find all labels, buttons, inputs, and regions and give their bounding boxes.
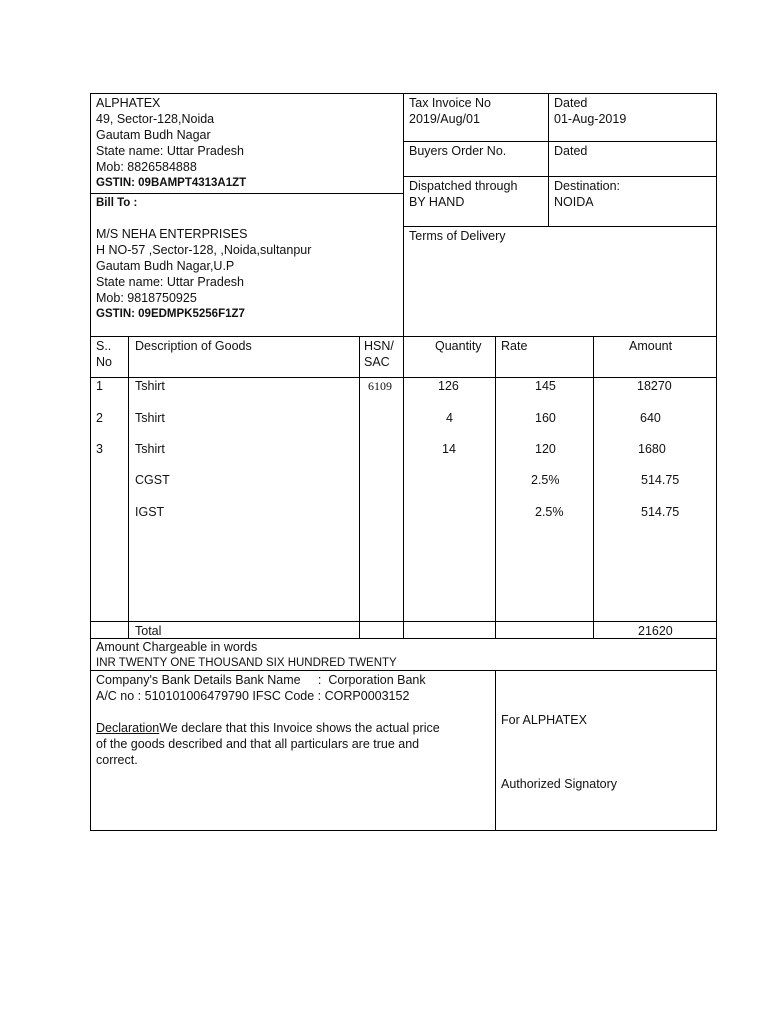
row-4-rate: 2.5% (531, 473, 560, 487)
header-description: Description of Goods (135, 339, 252, 353)
right-row-divider-2 (403, 176, 717, 177)
seller-mob: Mob: 8826584888 (96, 160, 197, 174)
header-quantity: Quantity (435, 339, 482, 353)
row-1-rate: 145 (535, 379, 556, 393)
row-1-hsn: 6109 (368, 379, 392, 393)
row-3-rate: 120 (535, 442, 556, 456)
seller-address-1: 49, Sector-128,Noida (96, 112, 215, 126)
row-2-amount: 640 (640, 411, 661, 425)
row-2-description: Tshirt (135, 411, 165, 425)
header-vertical-divider (403, 93, 404, 337)
header-amount: Amount (629, 339, 673, 353)
dated2-label: Dated (554, 144, 588, 158)
header-hsn-line-1: HSN/ (364, 339, 394, 353)
row-1-sno: 1 (96, 379, 103, 393)
total-label: Total (135, 624, 162, 638)
row-3-sno: 3 (96, 442, 103, 456)
invoice-border-bottom (90, 830, 717, 831)
declaration-label: Declaration (96, 721, 160, 735)
header-sno-line-2: No (96, 355, 112, 369)
buyers-order-label: Buyers Order No. (409, 144, 507, 158)
declaration-block (96, 720, 440, 768)
seller-state: State name: Uttar Pradesh (96, 144, 244, 158)
right-row-divider-3 (403, 226, 717, 227)
buyer-address-1: H NO-57 ,Sector-128, ,Noida,sultanpur (96, 243, 312, 257)
header-rate: Rate (501, 339, 528, 353)
row-4-amount: 514.75 (641, 473, 680, 487)
bank-details-line-1: Company's Bank Details Bank Name : Corporation Bank (96, 673, 426, 687)
row-2-quantity: 4 (446, 411, 453, 425)
declaration-text-1: We declare that this Invoice shows the actual price (159, 721, 440, 735)
buyer-name: M/S NEHA ENTERPRISES (96, 227, 248, 241)
destination-value: NOIDA (554, 195, 594, 209)
dated-value: 01-Aug-2019 (554, 112, 627, 126)
buyer-address-2: Gautam Budh Nagar,U.P (96, 259, 235, 273)
invoice-border-left (90, 93, 91, 831)
declaration-line-3: correct. (96, 753, 138, 767)
for-company: For ALPHATEX (501, 713, 587, 727)
buyer-gstin: GSTIN: 09EDMPK5256F1Z7 (96, 308, 245, 320)
row-1-amount: 18270 (637, 379, 672, 393)
right-row-divider-1 (403, 141, 717, 142)
row-2-rate: 160 (535, 411, 556, 425)
seller-gstin: GSTIN: 09BAMPT4313A1ZT (96, 177, 247, 189)
seller-address-2: Gautam Budh Nagar (96, 128, 211, 142)
seller-name: ALPHATEX (96, 96, 161, 110)
tax-invoice-no: 2019/Aug/01 (409, 112, 480, 126)
invoice-border-right (716, 93, 717, 831)
dispatched-value: BY HAND (409, 195, 465, 209)
buyer-state: State name: Uttar Pradesh (96, 275, 244, 289)
table-col-divider-2 (359, 336, 360, 639)
table-col-divider-3 (403, 336, 404, 639)
table-col-divider-5 (593, 336, 594, 639)
header-hsn-line-2: SAC (364, 355, 390, 369)
dated-label: Dated (554, 96, 588, 110)
dispatched-label: Dispatched through (409, 179, 518, 193)
row-5-description: IGST (135, 505, 165, 519)
row-3-description: Tshirt (135, 442, 165, 456)
destination-label: Destination: (554, 179, 621, 193)
declaration-line-2: of the goods described and that all particulars are true and (96, 737, 420, 751)
header-hsn (364, 338, 394, 370)
row-3-quantity: 14 (442, 442, 456, 456)
terms-of-delivery-label: Terms of Delivery (409, 229, 506, 243)
row-1-quantity: 126 (438, 379, 459, 393)
bank-details-line-2: A/C no : 510101006479790 IFSC Code : CORP0003152 (96, 689, 410, 703)
header-sno-line-1: S.. (96, 339, 112, 353)
amount-words-label: Amount Chargeable in words (96, 640, 258, 654)
table-col-divider-1 (128, 336, 129, 639)
authorized-signatory: Authorized Signatory (501, 777, 618, 791)
header-right-vertical-divider (548, 93, 549, 226)
row-1-description: Tshirt (135, 379, 165, 393)
total-amount: 21620 (638, 624, 673, 638)
row-4-description: CGST (135, 473, 170, 487)
seller-block (96, 95, 246, 191)
row-5-rate: 2.5% (535, 505, 564, 519)
table-col-divider-4 (495, 336, 496, 639)
row-5-amount: 514.75 (641, 505, 680, 519)
amount-words-value: INR TWENTY ONE THOUSAND SIX HUNDRED TWENTY (96, 657, 397, 669)
footer-vertical-divider (495, 670, 496, 831)
header-sno (96, 338, 112, 370)
tax-invoice-label: Tax Invoice No (409, 96, 491, 110)
row-3-amount: 1680 (638, 442, 666, 456)
left-row-divider (90, 193, 404, 194)
bill-to-label: Bill To : (96, 197, 138, 209)
buyer-block (96, 226, 311, 322)
declaration-line-1 (96, 720, 440, 736)
buyer-mob: Mob: 9818750925 (96, 291, 197, 305)
row-2-sno: 2 (96, 411, 103, 425)
